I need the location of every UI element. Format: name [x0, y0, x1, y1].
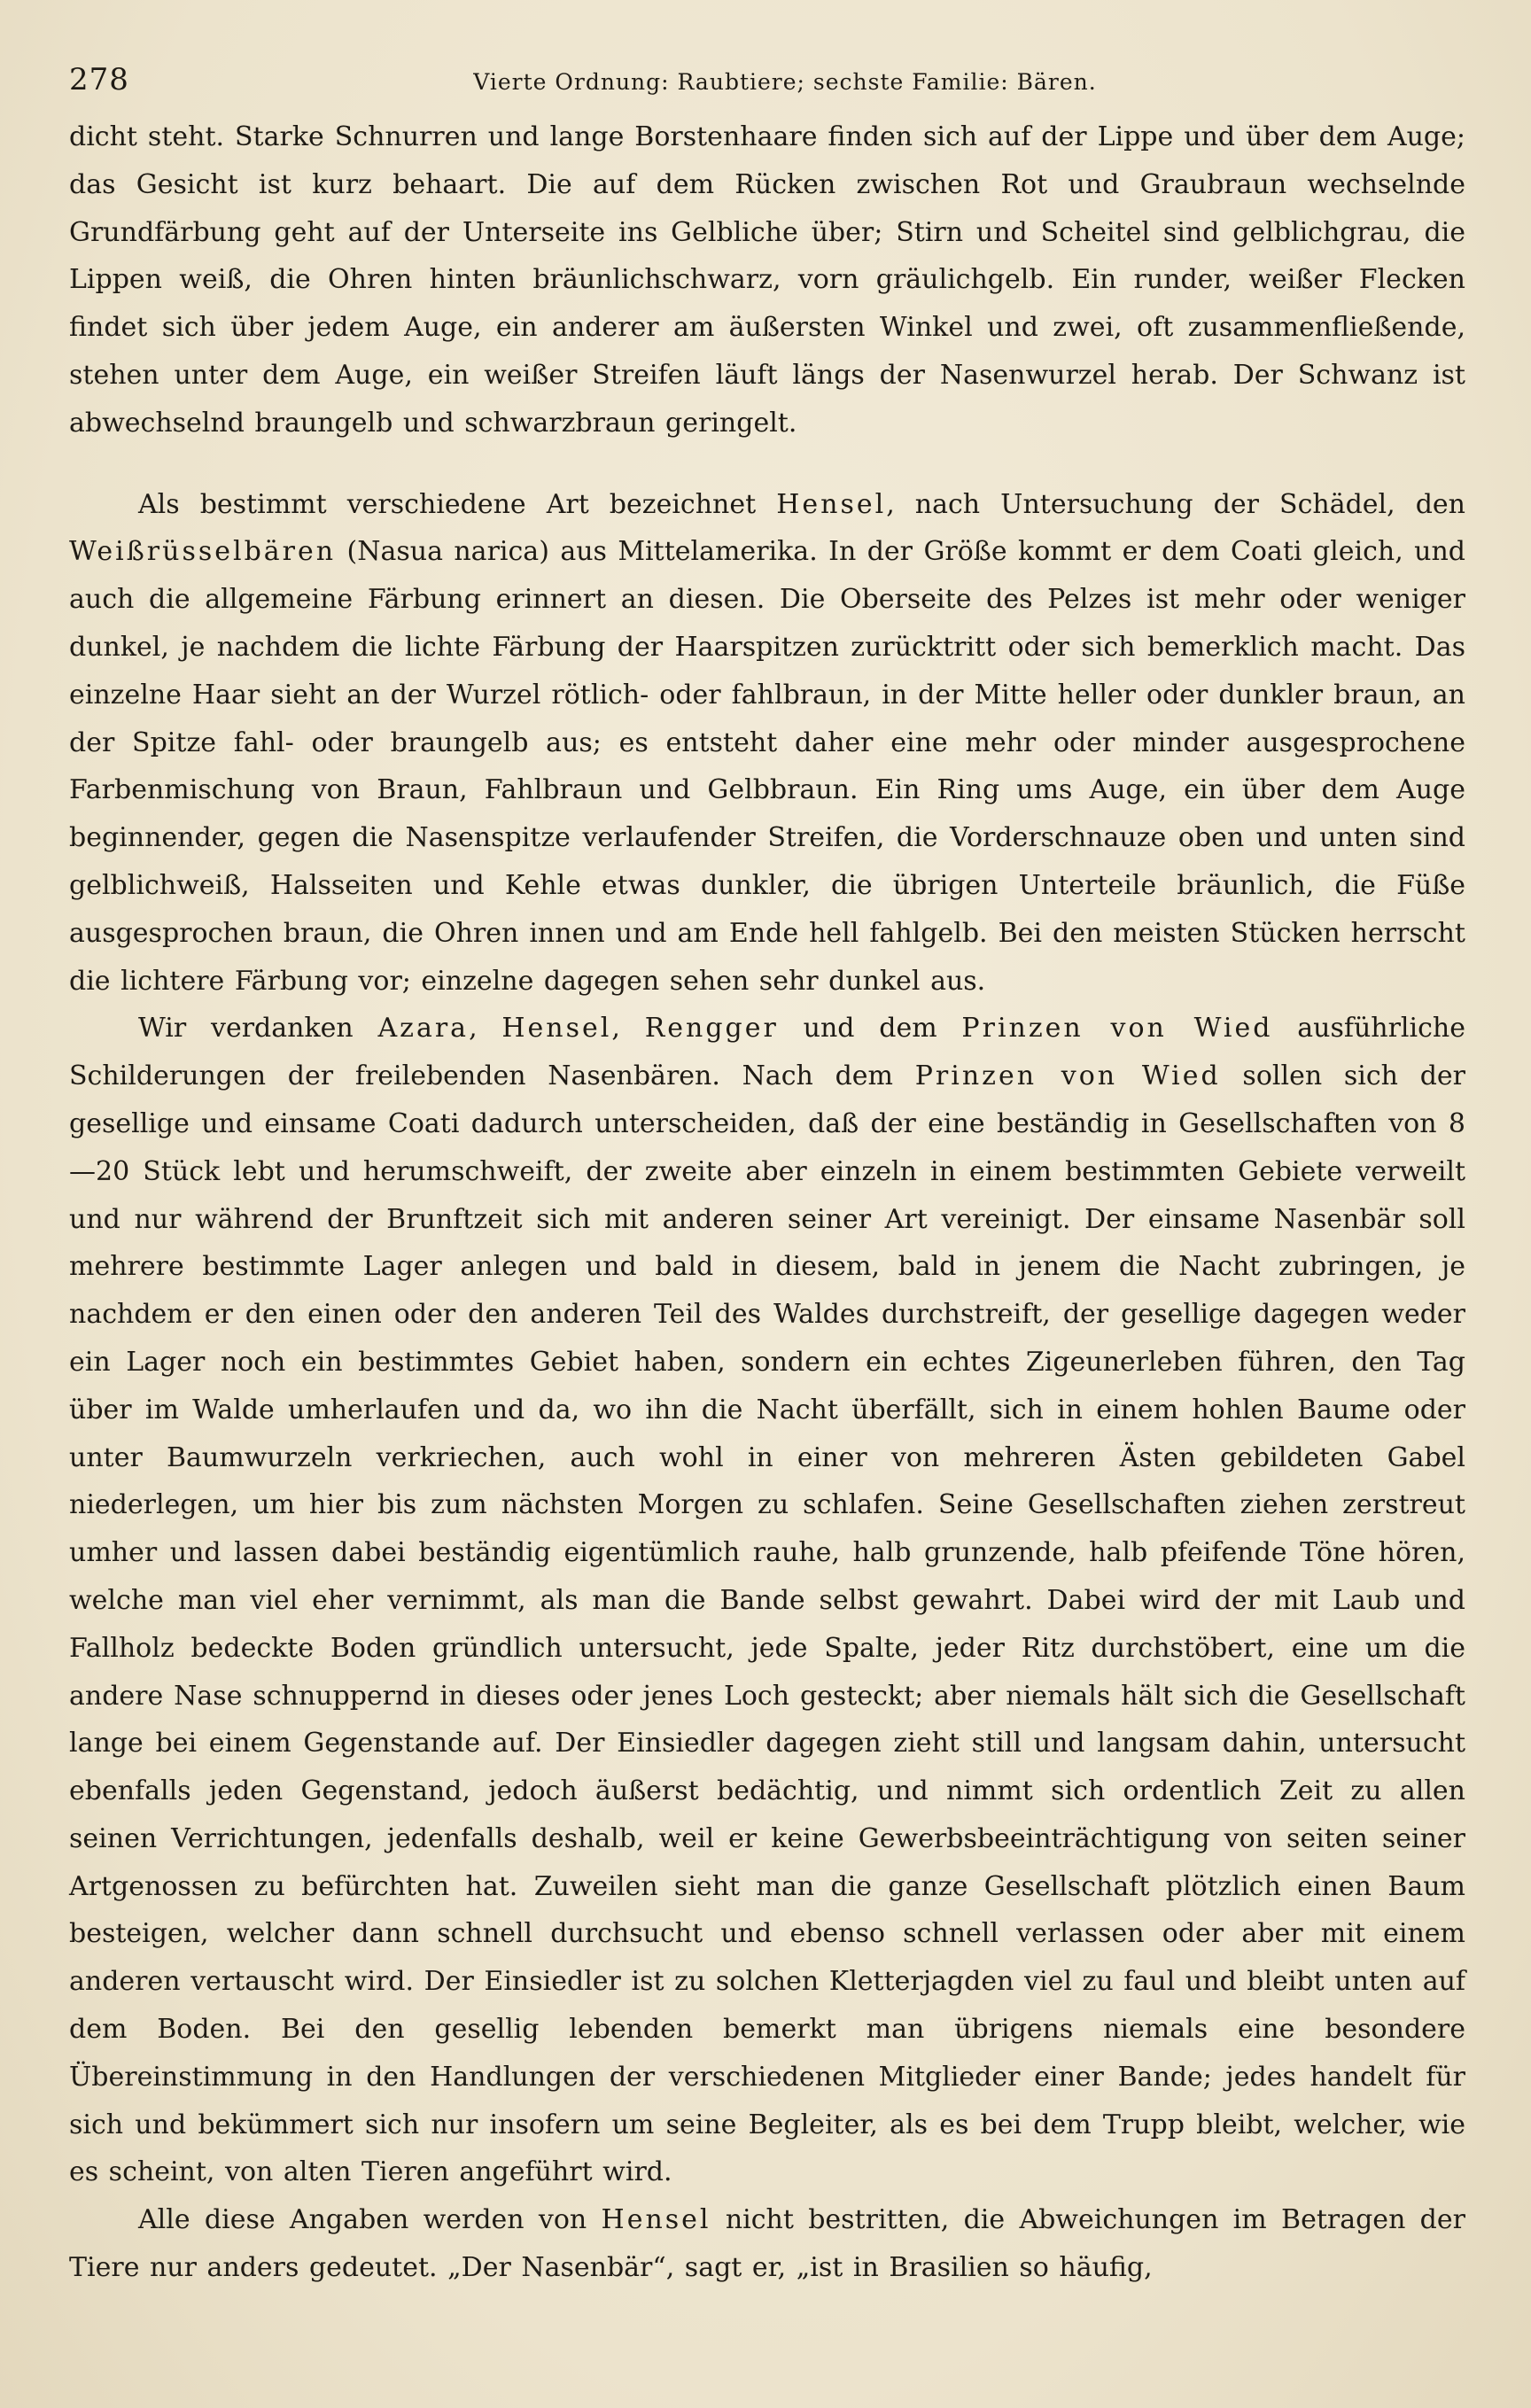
author-name: Hensel	[501, 1013, 612, 1045]
body-text	[69, 113, 1465, 2292]
running-head	[69, 62, 1465, 112]
author-name: Hensel	[776, 488, 887, 520]
paragraph-white-nosed-coati: Als bestimmt verschiedene Art bezeichnet Hensel, nach Untersuchung der Schädel, den Weißrüsselbären (Nasua narica) aus Mittelamerika. In der Größe kommt er dem Coati gleich, und auch die allgemeine Färbung erinnert an diesen. Die Oberseite des Pelzes ist mehr oder weniger dunkel, je nachdem die lichte Färbung der Haarspitzen zurücktritt oder sich bemerklich macht. Das einzelne Haar sieht an der Wurzel rötlich- oder fahlbraun, in der Mitte heller oder dunkler braun, an der Spitze fahl- oder braungelb aus; es entsteht daher eine mehr oder minder ausgesprochene Farbenmischung von Braun, Fahlbraun und Gelbbraun. Ein Ring ums Auge, ein über dem Auge beginnender, gegen die Nasenspitze verlaufender Streifen, die Vorderschnauze oben und unten sind gelblichweiß, Halsseiten und Kehle etwas dunkler, die übrigen Unterteile bräunlich, die Füße ausgesprochen braun, die Ohren innen und am Ende hell fahlgelb. Bei den meisten Stücken herrscht die lichtere Färbung vor; einzelne dagegen sehen sehr dunkel aus.	[69, 488, 1465, 997]
page-number: 278	[69, 62, 129, 97]
paragraph-hensel-interpretation: Alle diese Angaben werden von Hensel nicht bestritten, die Abweichungen im Betragen der Tiere nur anders gedeutet. „Der Nasenbär“, sagt er, „ist in Brasilien so häufig,	[69, 2204, 1465, 2284]
author-name: Hensel	[601, 2204, 711, 2236]
paragraph-wild-behaviour: Wir verdanken Azara, Hensel, Rengger und dem Prinzen von Wied ausführliche Schilderungen der freilebenden Nasenbären. Nach dem Prinzen von Wied sollen sich der gesellige und einsame Coati dadurch unterscheiden, daß der eine beständig in Gesellschaften von 8—20 Stück lebt und herumschweift, der zweite aber einzeln in einem bestimmten Gebiete verweilt und nur während der Brunftzeit sich mit anderen seiner Art vereinigt. Der einsame Nasenbär soll mehrere bestimmte Lager anlegen und bald in diesem, bald in jenem die Nacht zubringen, je nachdem er den einen oder den anderen Teil des Waldes durchstreift, der gesellige dagegen weder ein Lager noch ein bestimmtes Gebiet haben, sondern ein echtes Zigeunerleben führen, den Tag über im Walde umherlaufen und da, wo ihn die Nacht überfällt, sich in einem hohlen Baume oder unter Baumwurzeln verkriechen, auch wohl in einer von mehreren Ästen gebildeten Gabel niederlegen, um hier bis zum nächsten Morgen zu schlafen. Seine Gesellschaften ziehen zerstreut umher und lassen dabei beständig eigentümlich rauhe, halb grunzende, halb pfeifende Töne hören, welche man viel eher vernimmt, als man die Bande selbst gewahrt. Dabei wird der mit Laub und Fallholz bedeckte Boden gründlich untersucht, jede Spalte, jeder Ritz durchstöbert, eine um die andere Nase schnuppernd in dieses oder jenes Loch gesteckt; aber niemals hält sich die Gesellschaft lange bei einem Gegenstande auf. Der Einsiedler dagegen zieht still und langsam dahin, untersucht ebenfalls jeden Gegenstand, jedoch äußerst bedächtig, und nimmt sich ordentlich Zeit zu allen seinen Verrichtungen, jedenfalls deshalb, weil er keine Gewerbsbeeinträchtigung von seiten seiner Artgenossen zu befürchten hat. Zuweilen sieht man die ganze Gesellschaft plötzlich einen Baum besteigen, welcher dann schnell durchsucht und ebenso schnell verlassen oder aber mit einem anderen vertauscht wird. Der Einsiedler ist zu solchen Kletterjagden viel zu faul und bleibt unten auf dem Boden. Bei den gesellig lebenden bemerkt man übrigens niemals eine besondere Übereinstimmung in den Handlungen der verschiedenen Mitglieder einer Bande; jedes handelt für sich und bekümmert sich nur insofern um seine Begleiter, als es bei dem Trupp bleibt, welcher, wie es scheint, von alten Tieren angeführt wird.	[69, 1013, 1465, 2188]
species-name: Weißrüsselbären	[69, 536, 337, 568]
running-head-title: Vierte Ordnung: Raubtiere; sechste Familie: Bären.	[473, 69, 1097, 95]
author-name: Prinzen von Wied	[914, 1060, 1221, 1092]
author-name: Azara	[377, 1013, 470, 1045]
author-name: Rengger	[644, 1013, 779, 1045]
author-name: Prinzen von Wied	[961, 1013, 1273, 1045]
paragraph-description-end: dicht steht. Starke Schnurren und lange Borstenhaare finden sich auf der Lippe und über dem Auge; das Gesicht ist kurz behaart. Die auf dem Rücken zwischen Rot und Graubraun wechselnde Grundfärbung geht auf der Unterseite ins Gelbliche über; Stirn und Scheitel sind gelblichgrau, die Lippen weiß, die Ohren hinten bräunlichschwarz, vorn gräulichgelb. Ein runder, weißer Flecken findet sich über jedem Auge, ein anderer am äußersten Winkel und zwei, oft zusammenfließende, stehen unter dem Auge, ein weißer Streifen läuft längs der Nasenwurzel herab. Der Schwanz ist abwechselnd braungelb und schwarzbraun geringelt.	[69, 121, 1465, 439]
